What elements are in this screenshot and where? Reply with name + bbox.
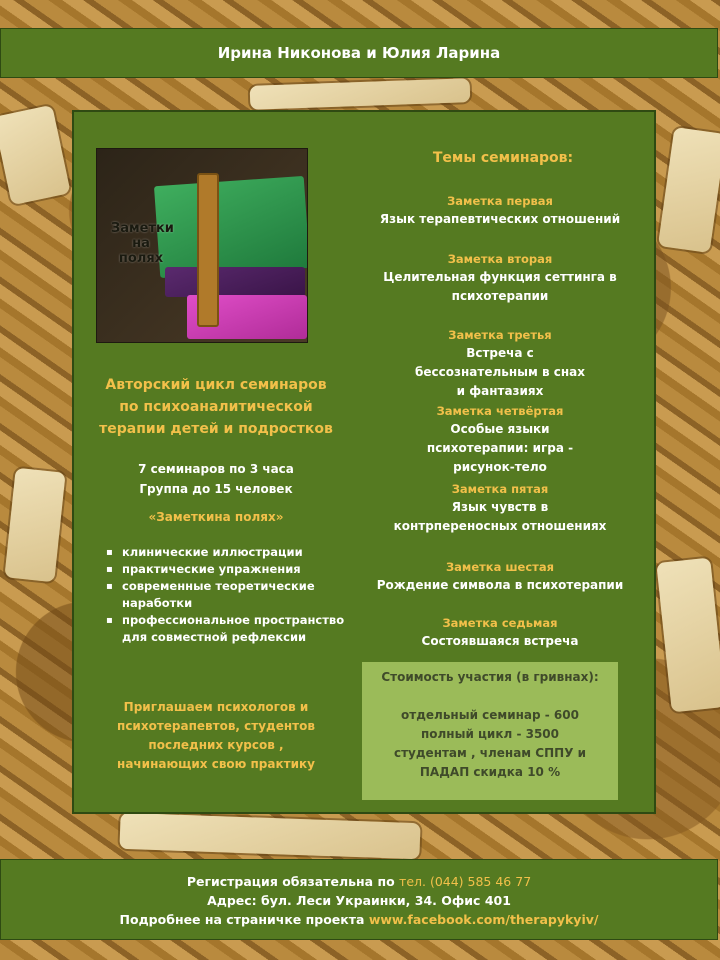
list-item: ▪ современные теоретические наработки: [100, 578, 350, 612]
bg-scroll: [250, 78, 471, 110]
series-title: Авторский цикл семинаров по психоаналитической терапии детей и подростков: [99, 377, 333, 437]
bg-scroll: [119, 813, 420, 859]
price-title: Стоимость участия (в гривнах):: [381, 670, 599, 684]
phone-number[interactable]: тел. (044) 585 46 77: [399, 874, 532, 889]
bg-scroll: [4, 468, 65, 583]
series-quote: «Заметкина полях»: [148, 510, 284, 524]
main-panel: [72, 110, 656, 814]
list-item: ▪ клинические иллюстрации: [100, 544, 350, 561]
series-info: 7 семинаров по 3 часа Группа до 15 человек: [138, 462, 294, 496]
list-item: ▪ профессиональное пространство для совместной рефлексии: [100, 612, 350, 646]
price-box: [362, 662, 618, 800]
more-line: Подробнее на страничке проекта www.facebook.com/therapykyiv/: [119, 912, 599, 927]
price-full: полный цикл - 3500: [420, 727, 560, 741]
address-line: Адрес: бул. Леси Украинки, 34. Офис 401: [207, 893, 511, 908]
topic-item: Заметка седьмая Состоявшаяся встреча: [421, 616, 579, 648]
bg-scroll: [658, 127, 720, 253]
book-green: [154, 176, 308, 278]
topic-item: Заметка четвёртая Особые языки психотерапии: игра - рисунок-тело: [426, 404, 574, 474]
invitation: Приглашаем психологов и психотерапевтов, студентов последних курсов , начинающих свою практику: [117, 700, 315, 771]
topic-item: Заметка вторая Целительная функция сеттинга в психотерапии: [383, 252, 617, 303]
topic-item: Заметка пятая Язык чувств в контрпереносных отношениях: [393, 482, 607, 533]
price-discount: студентам , членам СППУ и: [393, 746, 587, 760]
authors: Ирина Никонова и Юлия Ларина: [217, 44, 501, 62]
image-caption: Заметки на полях: [111, 221, 174, 266]
books-image: [96, 148, 308, 343]
header-bar: [0, 28, 718, 78]
topic-item: Заметка первая Язык терапевтических отношений: [379, 194, 621, 226]
footer-bar: [0, 859, 718, 940]
topic-item: Заметка шестая Рождение символа в психотерапии: [376, 560, 624, 592]
list-item: ▪ практические упражнения: [100, 561, 350, 578]
topic-item: Заметка третья Встреча с бессознательным в снах и фантазиях: [415, 328, 585, 398]
bg-scroll: [0, 105, 71, 206]
facebook-link[interactable]: www.facebook.com/therapykyiv/: [368, 912, 599, 927]
topics-title: Темы семинаров:: [432, 150, 574, 166]
registration-line: Регистрация обязательна по тел. (044) 585 46 77: [186, 874, 532, 889]
book-strap: [197, 173, 219, 327]
bg-scroll: [656, 558, 720, 713]
price-discount: ПАДАП скидка 10 %: [419, 765, 561, 779]
book-purple: [165, 267, 305, 297]
features-list: [100, 544, 350, 646]
price-single: отдельный семинар - 600: [401, 708, 579, 722]
